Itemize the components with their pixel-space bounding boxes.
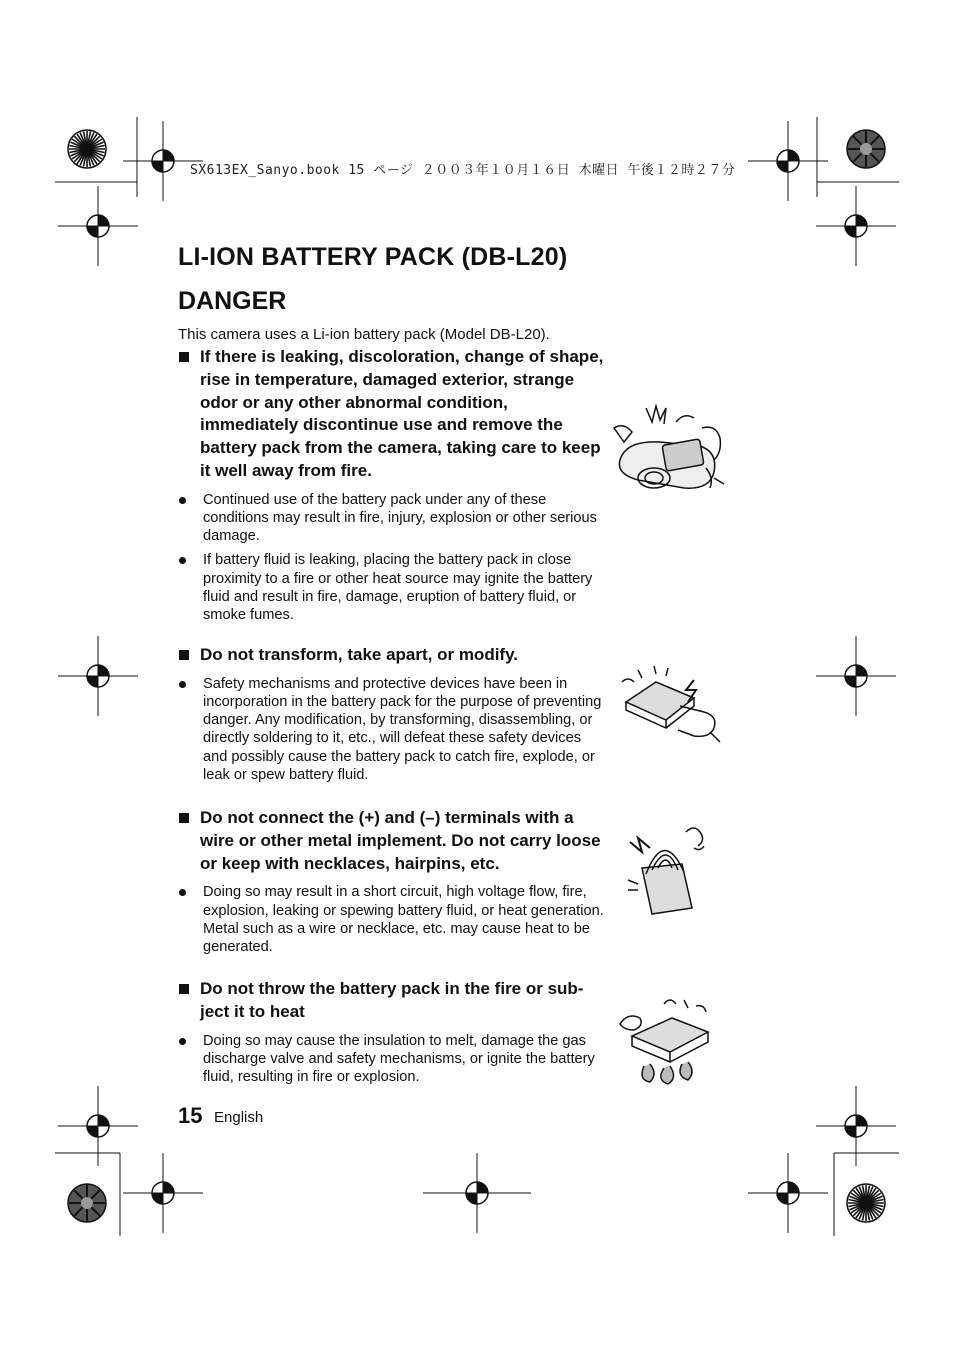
list-item [178, 491, 606, 546]
square-bullet-icon [179, 984, 189, 994]
intro-text: This camera uses a Li-ion battery pack (Model DB-L20). [178, 326, 550, 343]
warning-text: If there is leaking, discoloration, change of shape, rise in temperature, damaged exterior, strange odor or any other abnormal condition, immediately discontinue use and remove the battery pack from the camera, taking care to keep it well away from fire. [200, 347, 604, 480]
bullet-text: Continued use of the battery pack under any of these conditions may result in fire, injury, explosion or other serious damage. [203, 491, 597, 545]
list-item [178, 883, 606, 956]
bullet-text: Safety mechanisms and protective devices have been in incorporation in the battery pack for the purpose of preventing danger. Any modification, by transforming, disassembling, or directly soldering to it, etc., will defeat these safety devices and possibly cause the battery pack to catch fire, explode, or leak or spew battery fluid. [203, 675, 602, 783]
warning-heading [178, 644, 606, 667]
warning-heading [178, 978, 606, 1024]
battery-in-fire-illustration [614, 996, 720, 1086]
square-bullet-icon [179, 352, 189, 362]
danger-heading: DANGER [178, 287, 287, 315]
bullet-dot-icon [179, 681, 186, 688]
list-item [178, 551, 606, 624]
camera-battery-removal-illustration [606, 398, 730, 500]
bullet-text: Doing so may cause the insulation to melt, damage the gas discharge valve and safety mechanisms, or ignite the battery fluid, resulting in fire or explosion. [203, 1032, 595, 1085]
bullet-text: Doing so may result in a short circuit, high voltage flow, fire, explosion, leaking or spewing battery fluid, or heat generation. Metal such as a wire or necklace, etc. may cause heat to be generated. [203, 884, 604, 955]
warning-text: Do not connect the (+) and (–) terminals with a wire or other metal implement. Do not carry loose or keep with necklaces, hairpins, etc. [200, 808, 601, 873]
section-fire-heat [178, 978, 606, 1086]
bullet-dot-icon [179, 889, 186, 896]
list-item [178, 675, 606, 784]
warning-heading [178, 807, 606, 875]
bullet-dot-icon [179, 1038, 186, 1045]
warning-heading [178, 346, 606, 483]
section-terminals [178, 807, 606, 956]
square-bullet-icon [179, 650, 189, 660]
language-label: English [214, 1109, 264, 1126]
book-header-line: SX613EX_Sanyo.book 15 ページ ２００３年１０月１６日 木曜日 午後１２時２７分 [190, 163, 736, 178]
bullet-dot-icon [179, 497, 186, 504]
warning-text: Do not transform, take apart, or modify. [200, 645, 519, 664]
section-do-not-modify [178, 644, 606, 784]
battery-with-necklace-illustration [624, 824, 710, 920]
warning-text: Do not throw the battery pack in the fire or sub-ject it to heat [200, 979, 584, 1021]
square-bullet-icon [179, 813, 189, 823]
bullet-text: If battery fluid is leaking, placing the battery pack in close proximity to a fire or other heat source may ignite the battery fluid and result in fire, damage, eruption of battery fluid, or smoke fumes. [203, 552, 593, 623]
section-abnormal-condition [178, 346, 606, 624]
list-item [178, 1032, 606, 1087]
page-title: LI-ION BATTERY PACK (DB-L20) [178, 243, 568, 271]
page-number: 15 [178, 1103, 203, 1128]
bullet-dot-icon [179, 557, 186, 564]
battery-disassembly-illustration [614, 662, 724, 746]
